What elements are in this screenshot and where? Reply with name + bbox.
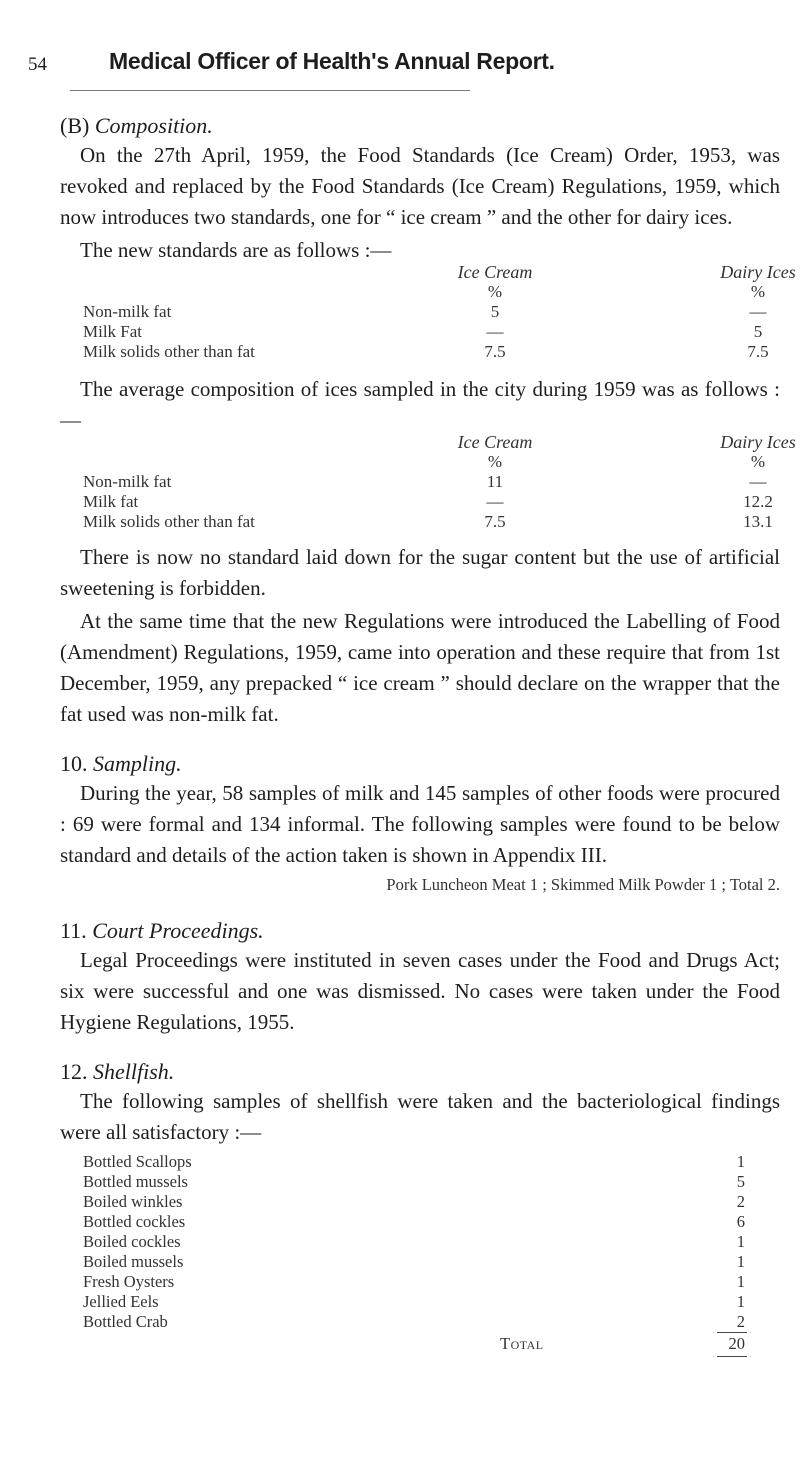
- total-value: 20: [728, 1334, 745, 1353]
- list-item: [60, 1172, 780, 1192]
- section-title: Shellfish.: [93, 1059, 175, 1084]
- table-row: [60, 342, 780, 362]
- list-item: [60, 1312, 780, 1332]
- item-count: 1: [736, 1232, 745, 1251]
- composition-heading: [60, 112, 780, 140]
- composition-heading-label: (B): [60, 113, 90, 138]
- section-number: 12.: [60, 1059, 88, 1084]
- list-item: [60, 1232, 780, 1252]
- section-title: Sampling.: [93, 751, 182, 776]
- composition-paragraph-4: There is now no standard laid down for the sugar content but the use of artificial sweetening is forbidden.: [60, 545, 780, 600]
- composition-paragraph-2: The new standards are as follows :—: [80, 238, 392, 262]
- item-count: 1: [736, 1252, 745, 1271]
- item-name: Bottled Crab: [83, 1312, 168, 1331]
- sampling-paragraph: During the year, 58 samples of milk and 145 samples of other foods were procured : 69 were formal and 134 informal. The following samples were found to be below standard and details of the action taken is shown in Appendix III.: [60, 781, 780, 867]
- unit-label: %: [750, 282, 766, 301]
- column-header: Dairy Ices: [720, 432, 796, 452]
- cell-value: —: [486, 322, 504, 341]
- cell-value: 7.5: [484, 512, 506, 531]
- total-rule: [717, 1332, 747, 1333]
- cell-value: 7.5: [747, 342, 769, 361]
- average-composition-table: [60, 432, 796, 532]
- table-units-row: [60, 452, 780, 472]
- item-count: 1: [736, 1152, 745, 1171]
- cell-value: —: [749, 472, 767, 491]
- item-count: 5: [736, 1172, 745, 1191]
- column-header: Dairy Ices: [720, 262, 796, 282]
- cell-value: —: [486, 492, 504, 511]
- section-title: Court Proceedings.: [92, 918, 264, 943]
- sampling-summary: Pork Luncheon Meat 1 ; Skimmed Milk Powder 1 ; Total 2.: [386, 875, 780, 894]
- item-name: Boiled cockles: [83, 1232, 181, 1251]
- item-name: Fresh Oysters: [83, 1272, 175, 1291]
- cell-value: 5: [490, 302, 500, 321]
- row-label: Milk Fat: [83, 322, 143, 341]
- cell-value: 7.5: [484, 342, 506, 361]
- total-label: Total: [500, 1334, 544, 1353]
- page-number: 54: [28, 54, 47, 75]
- total-row: [60, 1334, 780, 1354]
- column-header: Ice Cream: [457, 432, 533, 452]
- cell-value: 11: [486, 472, 504, 491]
- unit-label: %: [750, 452, 766, 471]
- item-count: 6: [736, 1212, 745, 1231]
- header-rule: [70, 90, 470, 91]
- table-row: [60, 492, 780, 512]
- section-number: 10.: [60, 751, 88, 776]
- item-name: Boiled winkles: [83, 1192, 183, 1211]
- item-name: Boiled mussels: [83, 1252, 184, 1271]
- composition-paragraph-5: At the same time that the new Regulations were introduced the Labelling of Food (Amendment) Regulations, 1959, came into operation and these require that from 1st December, 1959, any prepacked “ ice cream ” should declare on the wrapper that the fat used was non-milk fat.: [60, 609, 780, 726]
- table-row: [60, 322, 780, 342]
- table-header: [60, 432, 796, 452]
- page-body: [60, 112, 796, 1358]
- table-row: [60, 472, 780, 492]
- composition-paragraph-3: The average composition of ices sampled in the city during 1959 was as follows :—: [60, 377, 780, 432]
- row-label: Non-milk fat: [83, 302, 172, 321]
- composition-paragraph-1: On the 27th April, 1959, the Food Standards (Ice Cream) Order, 1953, was revoked and replaced by the Food Standards (Ice Cream) Regulations, 1959, which now introduces two standards, one for “ ice cream ” and the other for dairy ices.: [60, 143, 780, 229]
- row-label: Non-milk fat: [83, 472, 172, 491]
- item-name: Bottled mussels: [83, 1172, 188, 1191]
- list-item: [60, 1152, 780, 1172]
- standards-table: [60, 262, 796, 362]
- page-header: [28, 48, 768, 88]
- cell-value: 12.2: [743, 492, 773, 511]
- item-count: 1: [736, 1272, 745, 1291]
- item-count: 2: [736, 1192, 745, 1211]
- row-label: Milk fat: [83, 492, 139, 511]
- list-item: [60, 1252, 780, 1272]
- shellfish-heading: [60, 1058, 780, 1086]
- item-name: Jellied Eels: [83, 1292, 159, 1311]
- total-underline-container: [60, 1354, 780, 1358]
- table-header: [60, 262, 796, 282]
- unit-label: %: [487, 282, 503, 301]
- row-label: Milk solids other than fat: [83, 512, 255, 531]
- court-heading: [60, 917, 780, 945]
- item-count: 2: [736, 1312, 745, 1331]
- list-item: [60, 1212, 780, 1232]
- item-count: 1: [736, 1292, 745, 1311]
- total-underline: [717, 1356, 747, 1357]
- item-name: Bottled Scallops: [83, 1152, 192, 1171]
- unit-label: %: [487, 452, 503, 471]
- composition-heading-title: Composition.: [94, 113, 213, 138]
- shellfish-list: [60, 1152, 780, 1358]
- table-units-row: [60, 282, 780, 302]
- cell-value: 5: [753, 322, 763, 341]
- list-item: [60, 1292, 780, 1312]
- list-item: [60, 1272, 780, 1292]
- list-item: [60, 1192, 780, 1212]
- shellfish-paragraph: The following samples of shellfish were taken and the bacteriological findings were all satisfactory :—: [60, 1089, 780, 1144]
- row-label: Milk solids other than fat: [83, 342, 255, 361]
- table-row: [60, 512, 780, 532]
- column-header: Ice Cream: [457, 262, 533, 282]
- section-number: 11.: [60, 918, 87, 943]
- item-name: Bottled cockles: [83, 1212, 186, 1231]
- court-paragraph: Legal Proceedings were instituted in seven cases under the Food and Drugs Act; six were successful and one was dismissed. No cases were taken under the Food Hygiene Regulations, 1955.: [60, 948, 780, 1034]
- table-row: [60, 302, 780, 322]
- sampling-heading: [60, 750, 780, 778]
- cell-value: 13.1: [743, 512, 773, 531]
- cell-value: —: [749, 302, 767, 321]
- report-title: Medical Officer of Health's Annual Report.: [109, 48, 555, 74]
